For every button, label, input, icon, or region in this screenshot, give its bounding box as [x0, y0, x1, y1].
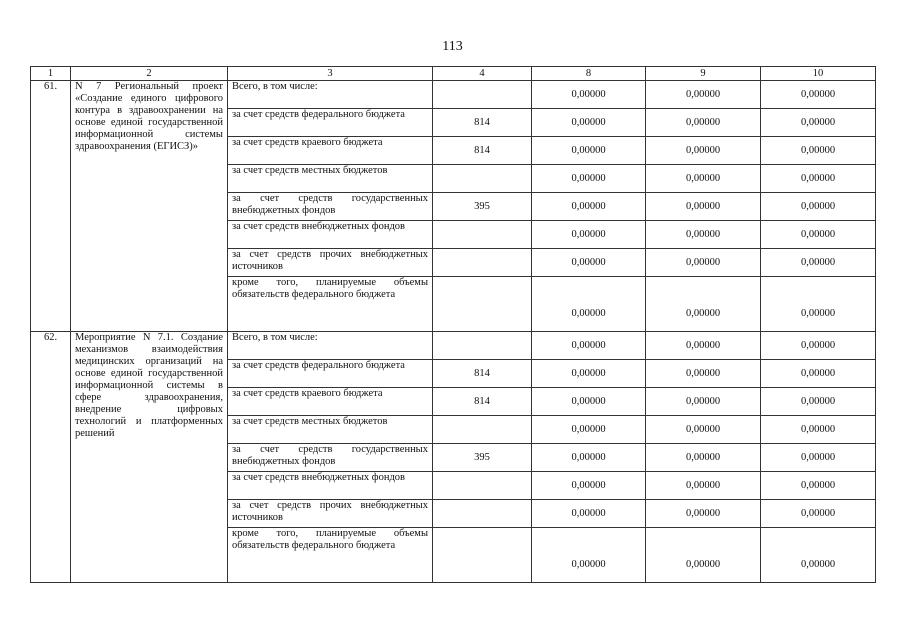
- funding-source: за счет средств государственных внебюджетных фондов: [228, 444, 433, 472]
- value-col-10: 0,00000: [761, 500, 876, 528]
- budget-code: [433, 472, 532, 500]
- funding-source: за счет средств прочих внебюджетных источников: [228, 249, 433, 277]
- budget-code: [433, 165, 532, 193]
- funding-source: за счет средств краевого бюджета: [228, 137, 433, 165]
- funding-source: Всего, в том числе:: [228, 81, 433, 109]
- budget-code: [433, 249, 532, 277]
- value-col-10: 0,00000: [761, 221, 876, 249]
- funding-source: за счет средств прочих внебюджетных источников: [228, 500, 433, 528]
- value-col-8: 0,00000: [532, 277, 646, 332]
- table-row: [31, 81, 876, 109]
- budget-code: [433, 416, 532, 444]
- value-col-9: 0,00000: [646, 249, 761, 277]
- value-col-9: 0,00000: [646, 472, 761, 500]
- value-col-10: 0,00000: [761, 249, 876, 277]
- budget-code: [433, 500, 532, 528]
- budget-code: 814: [433, 137, 532, 165]
- value-col-9: 0,00000: [646, 165, 761, 193]
- value-col-10: 0,00000: [761, 416, 876, 444]
- column-header: 8: [532, 67, 646, 81]
- budget-code: 814: [433, 109, 532, 137]
- budget-code: 395: [433, 193, 532, 221]
- value-col-10: 0,00000: [761, 472, 876, 500]
- funding-source: Всего, в том числе:: [228, 332, 433, 360]
- value-col-10: 0,00000: [761, 137, 876, 165]
- funding-source: за счет средств федерального бюджета: [228, 360, 433, 388]
- value-col-8: 0,00000: [532, 165, 646, 193]
- value-col-8: 0,00000: [532, 444, 646, 472]
- value-col-9: 0,00000: [646, 137, 761, 165]
- funding-source: за счет средств внебюджетных фондов: [228, 221, 433, 249]
- value-col-10: 0,00000: [761, 360, 876, 388]
- value-col-8: 0,00000: [532, 137, 646, 165]
- project-name: N 7 Региональный проект «Создание единого цифрового контура в здравоохранении на основе единой государственной информационной системы здравоохранения (ЕГИСЗ)»: [71, 81, 228, 332]
- funding-source: кроме того, планируемые объемы обязательств федерального бюджета: [228, 277, 433, 332]
- value-col-9: 0,00000: [646, 109, 761, 137]
- budget-code: [433, 81, 532, 109]
- value-col-10: 0,00000: [761, 332, 876, 360]
- header-row: [31, 67, 876, 81]
- row-number: 62.: [31, 332, 71, 583]
- budget-code: [433, 332, 532, 360]
- value-col-8: 0,00000: [532, 472, 646, 500]
- budget-code: [433, 277, 532, 332]
- value-col-9: 0,00000: [646, 193, 761, 221]
- column-header: 10: [761, 67, 876, 81]
- value-col-10: 0,00000: [761, 277, 876, 332]
- budget-code: 814: [433, 360, 532, 388]
- value-col-8: 0,00000: [532, 388, 646, 416]
- funding-source: за счет средств внебюджетных фондов: [228, 472, 433, 500]
- column-header: 2: [71, 67, 228, 81]
- column-header: 4: [433, 67, 532, 81]
- budget-code: [433, 528, 532, 583]
- value-col-9: 0,00000: [646, 360, 761, 388]
- value-col-10: 0,00000: [761, 165, 876, 193]
- budget-code: 814: [433, 388, 532, 416]
- value-col-10: 0,00000: [761, 81, 876, 109]
- funding-source: за счет средств местных бюджетов: [228, 416, 433, 444]
- value-col-8: 0,00000: [532, 332, 646, 360]
- funding-source: за счет средств местных бюджетов: [228, 165, 433, 193]
- value-col-9: 0,00000: [646, 277, 761, 332]
- value-col-10: 0,00000: [761, 193, 876, 221]
- value-col-8: 0,00000: [532, 221, 646, 249]
- budget-code: 395: [433, 444, 532, 472]
- page-number: 113: [442, 39, 463, 54]
- value-col-10: 0,00000: [761, 528, 876, 583]
- value-col-8: 0,00000: [532, 109, 646, 137]
- table-row: [31, 332, 876, 360]
- value-col-10: 0,00000: [761, 388, 876, 416]
- value-col-8: 0,00000: [532, 360, 646, 388]
- value-col-9: 0,00000: [646, 332, 761, 360]
- row-number: 61.: [31, 81, 71, 332]
- funding-source: за счет средств государственных внебюджетных фондов: [228, 193, 433, 221]
- value-col-10: 0,00000: [761, 109, 876, 137]
- value-col-8: 0,00000: [532, 81, 646, 109]
- column-header: 9: [646, 67, 761, 81]
- value-col-9: 0,00000: [646, 528, 761, 583]
- value-col-8: 0,00000: [532, 500, 646, 528]
- value-col-9: 0,00000: [646, 388, 761, 416]
- funding-source: кроме того, планируемые объемы обязательств федерального бюджета: [228, 528, 433, 583]
- funding-source: за счет средств федерального бюджета: [228, 109, 433, 137]
- value-col-8: 0,00000: [532, 416, 646, 444]
- value-col-9: 0,00000: [646, 416, 761, 444]
- value-col-9: 0,00000: [646, 221, 761, 249]
- value-col-9: 0,00000: [646, 500, 761, 528]
- value-col-9: 0,00000: [646, 81, 761, 109]
- budget-code: [433, 221, 532, 249]
- column-header: 1: [31, 67, 71, 81]
- value-col-8: 0,00000: [532, 249, 646, 277]
- column-header: 3: [228, 67, 433, 81]
- project-name: Мероприятие N 7.1. Создание механизмов взаимодействия медицинских организаций на основе единой государственной информационной системы в сфере здравоохранения, внедрение цифровых технологий и платформенных решений: [71, 332, 228, 583]
- budget-table: [30, 66, 876, 583]
- value-col-9: 0,00000: [646, 444, 761, 472]
- value-col-10: 0,00000: [761, 444, 876, 472]
- value-col-8: 0,00000: [532, 193, 646, 221]
- value-col-8: 0,00000: [532, 528, 646, 583]
- funding-source: за счет средств краевого бюджета: [228, 388, 433, 416]
